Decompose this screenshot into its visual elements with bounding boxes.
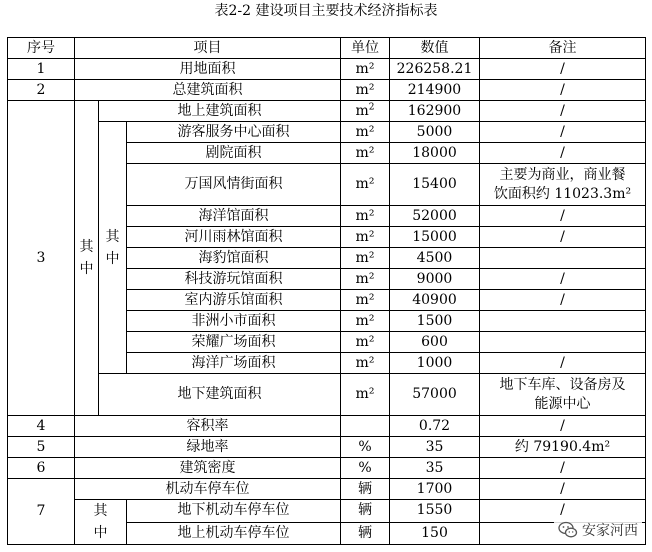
row-unit [341,101,390,122]
row-item: 地下机动车停车位 [127,500,341,523]
table-row [8,500,646,523]
row-item: 地下建筑面积 [99,374,341,416]
header-no: 序号 [8,38,75,59]
row-item: 万国风情街面积 [127,164,341,206]
remark-line-1: 地下车库、设备房及 [499,376,626,393]
row-item: 用地面积 [75,59,341,80]
table-row [8,458,646,479]
row-value: 35 [390,437,480,458]
row-item: 地上建筑面积 [99,101,341,122]
sub-group-label [99,122,127,374]
header-value: 数值 [390,38,480,59]
row-remark [480,332,646,353]
row-item: 非洲小市面积 [127,311,341,332]
header-remark: 备注 [480,38,646,59]
row-item: 地上机动车停车位 [127,522,341,545]
row-number: 2 [8,80,75,101]
watermark-text: 安家河西 [582,523,638,539]
row-value: 226258.21 [390,59,480,80]
row-item: 机动车停车位 [75,479,341,500]
row-item: 剧院面积 [127,143,341,164]
row-value: 1550 [390,500,480,523]
table-row [8,479,646,500]
unit-exponent: 2 [368,101,375,112]
remark-line-1: 主要为商业，商业餐 [499,166,626,183]
row-remark: / [480,269,646,290]
table-row [8,59,646,80]
row-value: 15000 [390,227,480,248]
row-remark [480,164,646,206]
row-number: 4 [8,416,75,437]
row-unit: m² [341,269,390,290]
row-remark [480,311,646,332]
row-value: 9000 [390,269,480,290]
row-number: 1 [8,59,75,80]
row-remark: / [480,353,646,374]
row-value: 15400 [390,164,480,206]
row-unit: m² [341,248,390,269]
row-remark: / [480,479,646,500]
row-value: 600 [390,332,480,353]
wechat-icon [558,520,578,540]
row-item: 游客服务中心面积 [127,122,341,143]
row-remark: / [480,290,646,311]
indicator-table [7,37,646,545]
row-remark: 约 79190.4m² [480,437,646,458]
row-remark: / [480,101,646,122]
row-item: 海洋广场面积 [127,353,341,374]
table-title: 表2-2 建设项目主要技术经济指标表 [214,3,438,19]
row-remark: / [480,206,646,227]
row-item: 科技游玩馆面积 [127,269,341,290]
row-item: 河川雨林馆面积 [127,227,341,248]
row-remark: / [480,458,646,479]
row-value: 57000 [390,374,480,416]
group-label [75,500,127,545]
row-unit: m² [341,290,390,311]
row-value: 52000 [390,206,480,227]
group-label [75,101,99,416]
row-item: 建筑密度 [75,458,341,479]
table-row [8,374,646,416]
row-value: 1000 [390,353,480,374]
row-value: 150 [390,522,480,545]
row-remark: / [480,143,646,164]
row-item: 容积率 [75,416,341,437]
row-item: 绿地率 [75,437,341,458]
header-item: 项目 [75,38,341,59]
row-number: 5 [8,437,75,458]
row-number: 6 [8,458,75,479]
row-value: 5000 [390,122,480,143]
row-remark: / [480,122,646,143]
sub-group-label-text: 其中 [105,228,122,267]
row-unit: % [341,437,390,458]
row-unit: m² [341,122,390,143]
table-row [8,437,646,458]
row-remark: / [480,500,646,523]
group-label-text: 其中 [79,239,96,277]
table-row [8,80,646,101]
row-unit: % [341,458,390,479]
table-row [8,122,646,143]
row-remark: / [480,80,646,101]
row-remark: / [480,227,646,248]
row-item: 室内游乐馆面积 [127,290,341,311]
row-value: 0.72 [390,416,480,437]
row-value: 162900 [390,101,480,122]
row-unit: 辆 [341,500,390,523]
row-value: 1500 [390,311,480,332]
group-label-text: 其中 [93,503,110,541]
row-unit: m² [341,206,390,227]
row-number: 7 [8,479,75,545]
remark-line-2: 饮面积约 11023.3m² [493,185,632,202]
row-value: 4500 [390,248,480,269]
row-unit: m² [341,59,390,80]
row-number: 3 [8,101,75,416]
row-unit: m² [341,332,390,353]
row-item: 海洋馆面积 [127,206,341,227]
row-remark [480,374,646,416]
row-value: 1700 [390,479,480,500]
row-remark [480,248,646,269]
unit-base: m [355,102,369,119]
row-unit: m² [341,143,390,164]
row-item: 总建筑面积 [75,80,341,101]
row-remark: / [480,416,646,437]
header-unit: 单位 [341,38,390,59]
row-unit: m² [341,311,390,332]
row-unit: m² [341,227,390,248]
table-row [8,101,646,122]
header-row [8,38,646,59]
row-unit: 辆 [341,522,390,545]
row-unit: m² [341,80,390,101]
row-unit: m² [341,374,390,416]
row-unit: m² [341,164,390,206]
row-item: 海豹馆面积 [127,248,341,269]
remark-line-2: 能源中心 [534,395,591,412]
row-remark: / [480,59,646,80]
row-unit: m² [341,353,390,374]
watermark [554,518,642,542]
row-value: 35 [390,458,480,479]
row-value: 18000 [390,143,480,164]
row-item: 荣耀广场面积 [127,332,341,353]
row-value: 40900 [390,290,480,311]
table-row [8,416,646,437]
row-unit: 辆 [341,479,390,500]
row-value: 214900 [390,80,480,101]
row-unit [341,416,390,437]
